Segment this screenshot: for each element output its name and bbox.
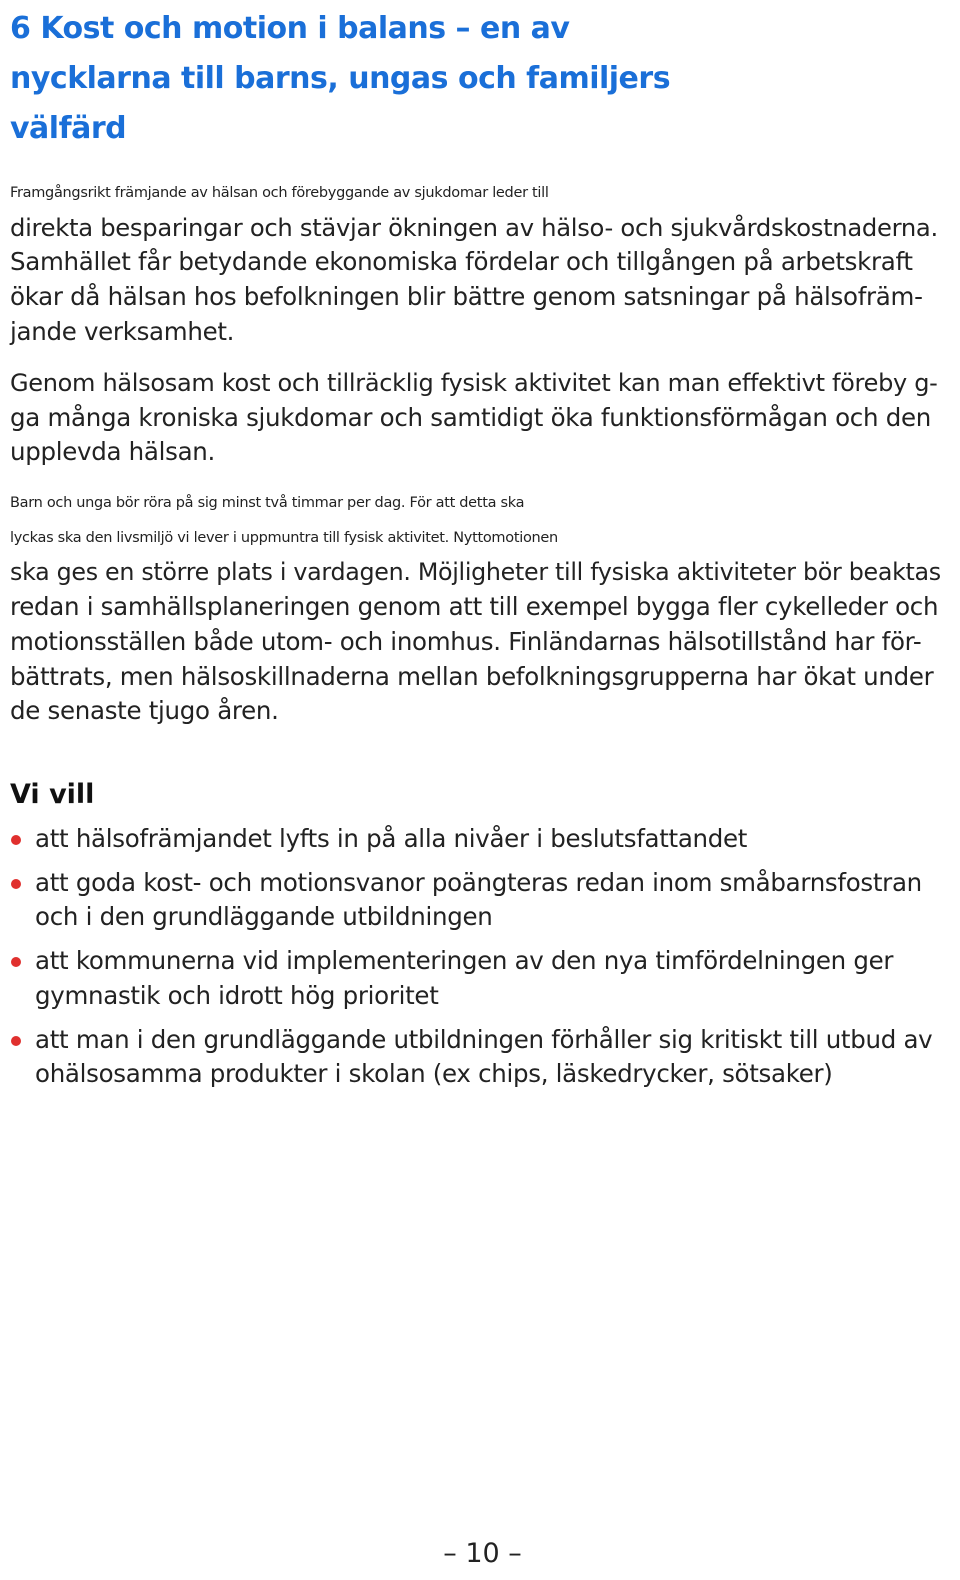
bullet-dot-icon <box>11 1036 21 1046</box>
page-number: – 10 – <box>443 1538 522 1569</box>
list-item <box>10 822 932 857</box>
text-line: lyckas ska den livsmiljö vi lever i uppmuntra till fysisk aktivitet. Nyttomotionen <box>10 529 558 546</box>
bullet-dot-icon <box>11 835 21 845</box>
list-item <box>10 866 932 935</box>
text-line: Samhället får betydande ekonomiska fördelar och tillgången på arbetskraft <box>10 247 913 277</box>
text-line: ohälsosamma produkter i skolan (ex chips, läskedrycker, sötsaker) <box>35 1059 833 1089</box>
title-line: 6 Kost och motion i balans – en av <box>10 11 570 46</box>
demands-list <box>10 822 932 1101</box>
text-line: ska ges en större plats i vardagen. Möjligheter till fysiska aktiviteter bör beaktas <box>10 558 941 587</box>
bullet-dot-icon <box>11 879 21 889</box>
text-line: att hälsofrämjandet lyfts in på alla nivåer i beslutsfattandet <box>35 824 748 853</box>
text-line: att kommunerna vid implementeringen av den nya timfördelningen ger <box>35 946 894 976</box>
text-line: att goda kost- och motionsvanor poängteras redan inom småbarnsfostran <box>35 867 922 897</box>
text-line: motionsställen både utom- och inomhus. Finländarnas hälsotillstånd har för- <box>10 626 922 656</box>
document-page <box>10 0 955 1089</box>
text-line: redan i samhällsplaneringen genom att till exempel bygga fler cykelleder och <box>10 592 939 622</box>
text-line: Barn och unga bör röra på sig minst två timmar per dag. För att detta ska <box>10 495 525 511</box>
page-title <box>10 4 955 154</box>
text-line: och i den grundläggande utbildningen <box>35 902 493 932</box>
title-line: nycklarna till barns, ungas och familjers <box>10 61 671 96</box>
text-line: gymnastik och idrott hög prioritet <box>35 980 439 1010</box>
text-line: direkta besparingar och stävjar ökningen av hälso- och sjukvårdskostnaderna. <box>10 212 938 242</box>
paragraph-children-exercise <box>10 486 941 729</box>
text-line: ökar då hälsan hos befolkningen blir bättre genom satsningar på hälsofräm- <box>10 282 923 312</box>
text-line: ga många kroniska sjukdomar och samtidigt öka funktionsförmågan och den <box>10 402 931 432</box>
paragraph-health-promotion <box>10 176 938 350</box>
section-subheading: Vi vill <box>10 779 95 810</box>
title-line: välfärd <box>10 111 127 146</box>
paragraph-diet-activity <box>10 366 938 470</box>
text-line: upplevda hälsan. <box>10 437 216 467</box>
text-line: att man i den grundläggande utbildningen förhåller sig kritiskt till utbud av <box>35 1024 933 1054</box>
text-line: jande verksamhet. <box>10 316 235 346</box>
list-item <box>10 1023 932 1092</box>
text-line: bättrats, men hälsoskillnaderna mellan befolkningsgrupperna har ökat under <box>10 661 934 691</box>
list-item <box>10 944 932 1013</box>
text-line: Framgångsrikt främjande av hälsan och förebyggande av sjukdomar leder till <box>10 185 549 201</box>
text-line: de senaste tjugo åren. <box>10 696 279 726</box>
text-line: Genom hälsosam kost och tillräcklig fysisk aktivitet kan man effektivt föreby g- <box>10 369 938 397</box>
bullet-dot-icon <box>11 957 21 967</box>
